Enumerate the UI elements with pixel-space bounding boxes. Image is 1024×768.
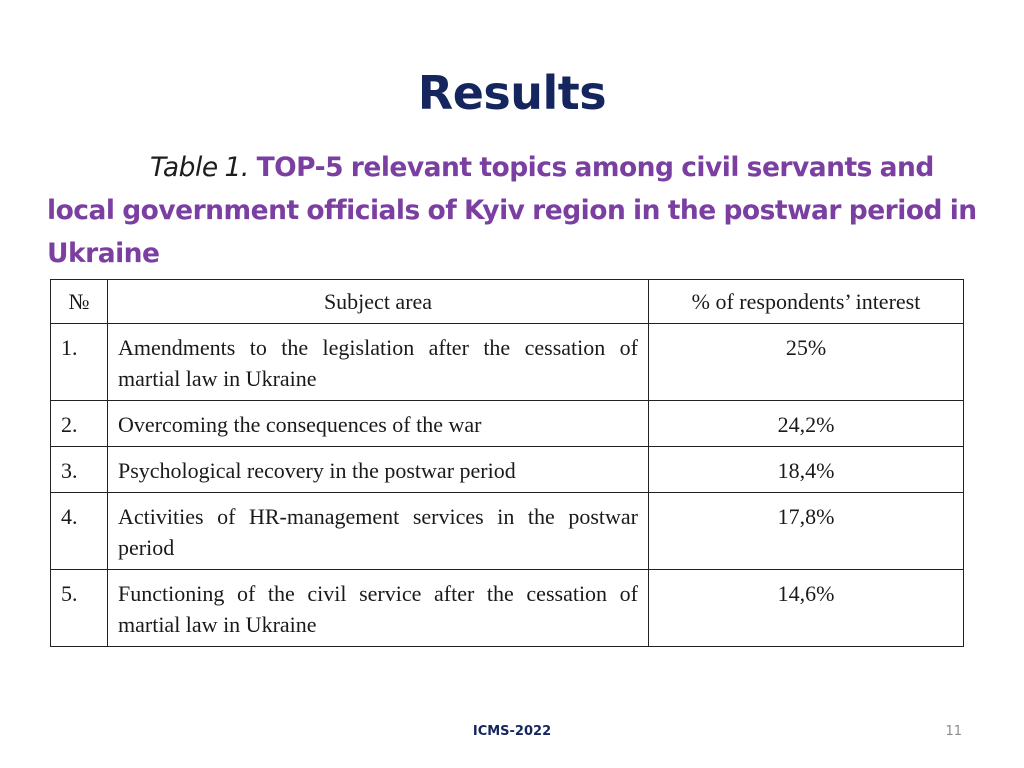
header-percent-interest: % of respondents’ interest <box>649 280 964 324</box>
row-subject: Overcoming the consequences of the war <box>108 401 649 447</box>
row-percent: 25% <box>649 324 964 401</box>
row-number: 1. <box>51 324 108 401</box>
row-number: 5. <box>51 570 108 647</box>
table-caption-text: TOP-5 relevant topics among civil servants and local government officials of Kyiv region in the postwar period in Ukraine <box>47 152 977 269</box>
table-caption-label: Table 1. <box>150 152 249 183</box>
row-percent: 24,2% <box>649 401 964 447</box>
table-caption <box>47 146 982 275</box>
row-subject: Activities of HR-management services in the postwar period <box>108 493 649 570</box>
row-number: 3. <box>51 447 108 493</box>
table-row <box>51 401 964 447</box>
row-percent: 17,8% <box>649 493 964 570</box>
row-subject: Functioning of the civil service after the cessation of martial law in Ukraine <box>108 570 649 647</box>
row-percent: 18,4% <box>649 447 964 493</box>
conference-footer: ICMS-2022 <box>472 724 552 739</box>
row-number: 4. <box>51 493 108 570</box>
table-row <box>51 493 964 570</box>
page-title: Results <box>417 66 607 120</box>
table-header-row <box>51 280 964 324</box>
results-table <box>50 279 964 647</box>
table-row <box>51 570 964 647</box>
table-row <box>51 447 964 493</box>
row-percent: 14,6% <box>649 570 964 647</box>
row-number: 2. <box>51 401 108 447</box>
slide-number: 11 <box>945 724 962 739</box>
header-subject-area: Subject area <box>108 280 649 324</box>
row-subject: Amendments to the legislation after the cessation of martial law in Ukraine <box>108 324 649 401</box>
table-row <box>51 324 964 401</box>
row-subject: Psychological recovery in the postwar period <box>108 447 649 493</box>
header-number: № <box>51 280 108 324</box>
